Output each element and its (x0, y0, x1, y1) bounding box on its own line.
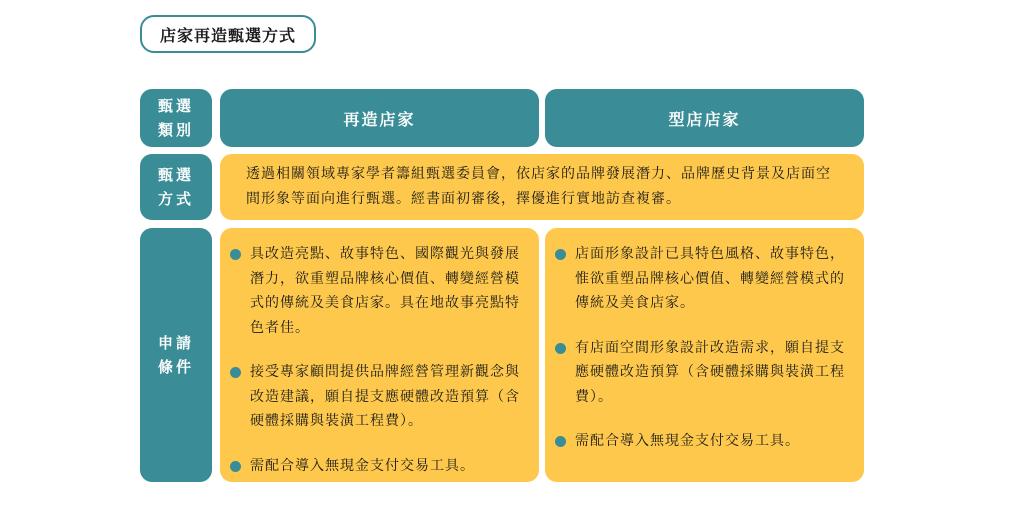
column-header-renovation-stores: 再造店家 (220, 89, 539, 147)
conditions-list-col2 (555, 242, 848, 454)
column-header-model-stores: 型店店家 (545, 89, 864, 147)
bullet-dot-icon (555, 249, 566, 260)
conditions-row-label (140, 228, 212, 482)
list-item: 需配合導入無現金支付交易工具。 (555, 429, 848, 454)
method-text: 透過相關領域專家學者籌組甄選委員會，依店家的品牌發展潛力、品牌歷史背景及店面空間形象等面向進行甄選。經書面初審後，擇優進行實地訪查複審。 (246, 166, 831, 207)
list-item: 接受專家顧問提供品牌經營管理新觀念與改造建議，願自提支應硬體改造預算（含硬體採購與裝潢工程費）。 (230, 360, 521, 434)
conditions-label-line2: 條件 (157, 358, 194, 376)
method-description (220, 154, 864, 220)
conditions-label-line1: 申請 (157, 334, 194, 352)
category-row-label (140, 89, 212, 147)
category-label-line2: 類別 (157, 121, 194, 139)
method-label-line1: 甄選 (157, 166, 194, 184)
bullet-dot-icon (555, 343, 566, 354)
bullet-dot-icon (230, 249, 241, 260)
bullet-dot-icon (230, 461, 241, 472)
list-item: 店面形象設計已具特色風格、故事特色，惟欲重塑品牌核心價值、轉變經營模式的傳統及美食店家。 (555, 242, 848, 316)
conditions-renovation-stores (220, 228, 539, 482)
conditions-model-stores (545, 228, 864, 482)
category-label-line1: 甄選 (157, 97, 194, 115)
bullet-dot-icon (555, 436, 566, 447)
list-item: 有店面空間形象設計改造需求，願自提支應硬體改造預算（含硬體採購與裝潢工程費）。 (555, 336, 848, 410)
page-title: 店家再造甄選方式 (140, 15, 316, 53)
conditions-list-col1 (230, 242, 521, 478)
bullet-dot-icon (230, 367, 241, 378)
list-item: 具改造亮點、故事特色、國際觀光與發展潛力，欲重塑品牌核心價值、轉變經營模式的傳統及美食店家。具在地故事亮點特色者佳。 (230, 242, 521, 340)
method-label-line2: 方式 (157, 190, 194, 208)
method-row-label (140, 154, 212, 220)
list-item: 需配合導入無現金支付交易工具。 (230, 454, 521, 479)
